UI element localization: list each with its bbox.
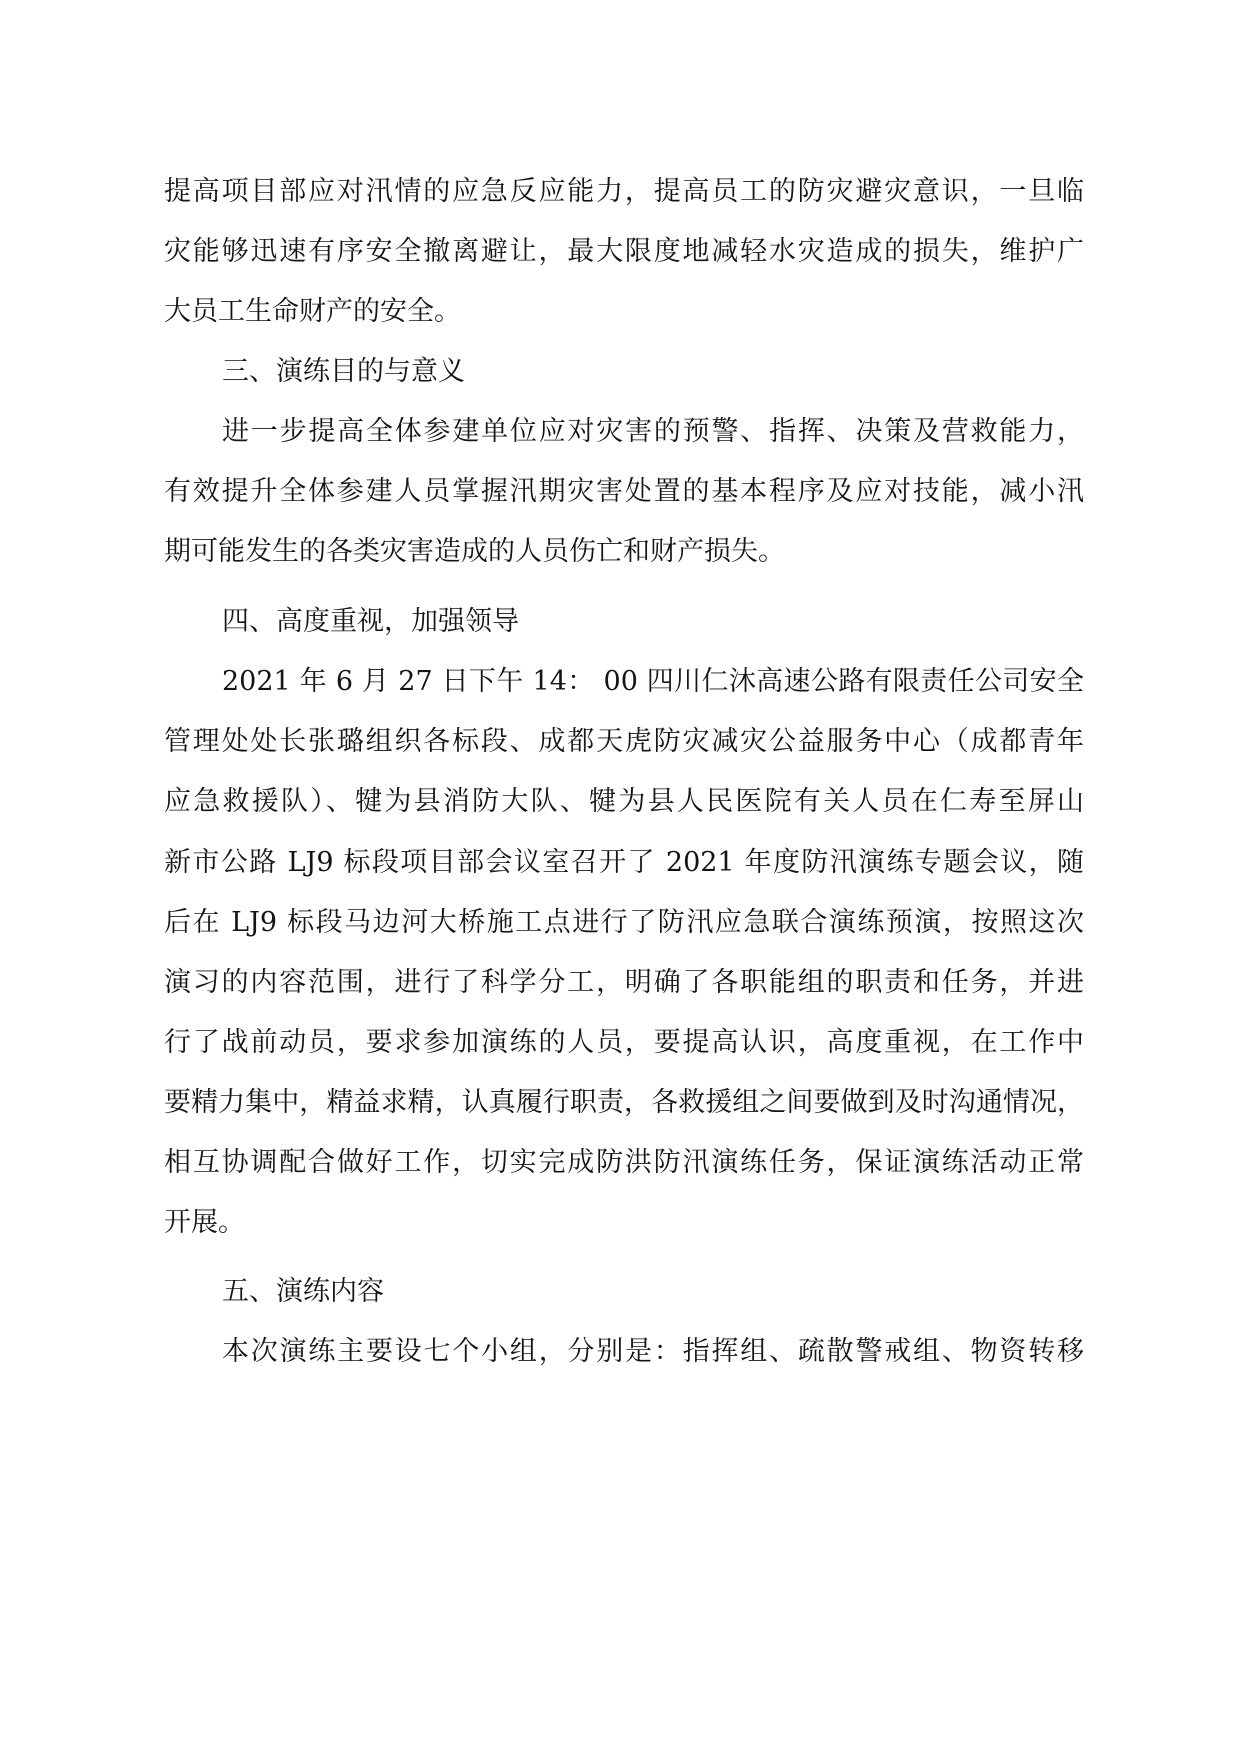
body-text-line: 演习的内容范围，进行了科学分工，明确了各职能组的职责和任务，并进 xyxy=(164,967,1084,998)
body-text-line: 新市公路 LJ9 标段项目部会议室召开了 2021 年度防汛演练专题会议，随 xyxy=(164,847,1084,878)
body-text-line: 大员工生命财产的安全。 xyxy=(164,296,461,327)
body-text-line: 2021 年 6 月 27 日下午 14： 00 四川仁沐高速公路有限责任公司安全 xyxy=(222,666,1084,697)
body-text-line: 应急救援队）、犍为县消防大队、犍为县人民医院有关人员在仁寿至屏山 xyxy=(164,786,1084,817)
body-text-line: 有效提升全体参建人员掌握汛期灾害处置的基本程序及应对技能，减小汛 xyxy=(164,476,1084,507)
section-heading: 四、高度重视，加强领导 xyxy=(222,606,519,637)
body-text-line: 进一步提高全体参建单位应对灾害的预警、指挥、决策及营救能力， xyxy=(222,416,1084,447)
body-text-line: 期可能发生的各类灾害造成的人员伤亡和财产损失。 xyxy=(164,536,785,567)
body-text-line: 管理处处长张璐组织各标段、成都天虎防灾减灾公益服务中心（成都青年 xyxy=(164,726,1084,757)
section-heading: 三、演练目的与意义 xyxy=(222,356,465,387)
body-text-line: 本次演练主要设七个小组，分别是：指挥组、疏散警戒组、物资转移 xyxy=(222,1336,1084,1367)
body-text-line: 提高项目部应对汛情的应急反应能力，提高员工的防灾避灾意识，一旦临 xyxy=(164,176,1084,207)
body-text-line: 后在 LJ9 标段马边河大桥施工点进行了防汛应急联合演练预演，按照这次 xyxy=(164,907,1084,938)
body-text-line: 灾能够迅速有序安全撤离避让，最大限度地减轻水灾造成的损失，维护广 xyxy=(164,236,1084,267)
section-heading: 五、演练内容 xyxy=(222,1276,384,1307)
body-text-line: 要精力集中，精益求精，认真履行职责，各救援组之间要做到及时沟通情况， xyxy=(164,1087,1084,1118)
body-text-line: 行了战前动员，要求参加演练的人员，要提高认识，高度重视，在工作中 xyxy=(164,1027,1084,1058)
body-text-line: 相互协调配合做好工作，切实完成防洪防汛演练任务，保证演练活动正常 xyxy=(164,1147,1084,1178)
body-text-line: 开展。 xyxy=(164,1207,245,1238)
